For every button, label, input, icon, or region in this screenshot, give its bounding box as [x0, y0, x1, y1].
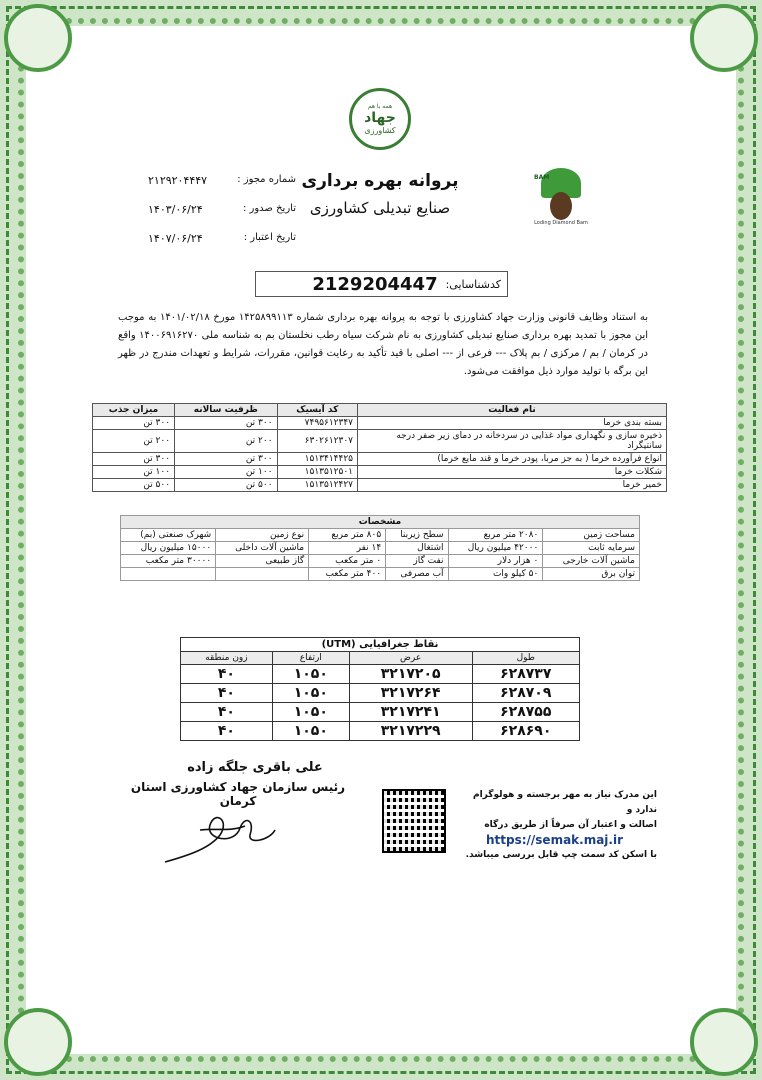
table-row: [121, 555, 640, 568]
column-header: عرض: [349, 652, 472, 665]
corner-ornament: [690, 1008, 758, 1076]
spec-value: [121, 568, 216, 581]
utm-elevation: ۱۰۵۰: [272, 703, 349, 722]
spec-value: ۴۲۰۰۰ میلیون ریال: [448, 542, 543, 555]
meta-issue-date: [148, 203, 296, 216]
activity-name: شکلات خرما: [358, 466, 667, 479]
verification-note: [452, 788, 657, 863]
table-header-row: [181, 652, 580, 665]
table-row: [181, 722, 580, 741]
spec-value: ۵۰ کیلو وات: [448, 568, 543, 581]
specifications-table: [120, 515, 640, 581]
isic-code: ۷۴۹۵۶۱۲۳۴۷: [277, 417, 357, 430]
utm-coordinates-table: [180, 637, 580, 741]
spec-label: نفت گاز: [386, 555, 448, 568]
isic-code: ۱۵۱۳۵۱۲۴۲۷: [277, 479, 357, 492]
logo-sub-text: کشاورزی: [364, 126, 396, 135]
utm-longitude: ۶۲۸۶۹۰: [472, 722, 579, 741]
date-fruit-icon: [550, 192, 572, 220]
meta-validity-date: [148, 232, 296, 245]
table-row: [121, 529, 640, 542]
code-value: 2129204447: [312, 273, 438, 295]
column-header: کد آیسیک: [277, 404, 357, 417]
spec-value: ۱۵۰۰۰ میلیون ریال: [121, 542, 216, 555]
table-row: [181, 665, 580, 684]
specs-title: مشخصات: [121, 516, 640, 529]
signature-icon: [160, 800, 300, 870]
verification-url[interactable]: https://semak.maj.ir: [485, 833, 624, 847]
table-row: [93, 453, 667, 466]
meta-value: ۱۴۰۷/۰۶/۲۴: [148, 232, 203, 245]
spec-value: ۴۰۰ متر مکعب: [309, 568, 386, 581]
spec-label: آب مصرفی: [386, 568, 448, 581]
utm-elevation: ۱۰۵۰: [272, 684, 349, 703]
spec-value: ۳۰۰۰۰ متر مکعب: [121, 555, 216, 568]
corner-ornament: [4, 1008, 72, 1076]
meta-value: ۱۴۰۳/۰۶/۲۴: [148, 203, 203, 216]
activity-name: ذخیره سازی و نگهداری مواد غذایی در سردخانه در دمای زیر صفر درجه سانتیگراد: [358, 430, 667, 453]
certificate-title: پروانه بهره برداری: [301, 171, 459, 191]
spec-label: توان برق: [543, 568, 640, 581]
utm-latitude: ۳۲۱۷۲۰۵: [349, 665, 472, 684]
table-row: [121, 568, 640, 581]
table-row: [181, 684, 580, 703]
table-header-row: [121, 516, 640, 529]
utm-title: نقاط جغرافیایی (UTM): [181, 638, 580, 652]
note-line: با اسکن کد سمت چپ قابل بررسی میباشد.: [465, 850, 657, 860]
utm-longitude: ۶۲۸۷۰۹: [472, 684, 579, 703]
activity-name: انواع فرآورده خرما ( به جز مربا، پودر خرما و قند مایع خرما): [358, 453, 667, 466]
note-line: اصالت و اعتبار آن صرفاً از طریق درگاه: [484, 820, 657, 830]
table-row: [93, 466, 667, 479]
code-label: کدشناسایی:: [445, 277, 501, 291]
column-header: میزان جذب: [93, 404, 175, 417]
absorption: ۳۰۰ تن: [93, 417, 175, 430]
absorption: ۱۰۰ تن: [93, 466, 175, 479]
spec-value: ۸۰۵ متر مربع: [309, 529, 386, 542]
meta-label: تاریخ صدور :: [242, 203, 296, 214]
spec-label: مساحت زمین: [543, 529, 640, 542]
utm-zone: ۴۰: [181, 703, 273, 722]
column-header: طول: [472, 652, 579, 665]
authorization-paragraph: به استناد وظایف قانونی وزارت جهاد کشاورزی با توجه به پروانه بهره برداری شماره ۱۴۲۵۸۹۹۱۱۳ مورخ ۱۴۰۱/۰۲/۱۸ به موجب این مجوز با تمدید بهره برداری صنایع تبدیلی کشاورزی به نام شرکت سیاه رطب نخلستان بم به شناسه ملی ۱۴۰۰۶۹۱۶۲۷۰ واقع در کرمان / بم / مرکزی / بم پلاک --- فرعی از --- اصلی با قید تأکید به رعایت قوانین، مقررات، شرایط و تعهدات مندرج در ظهر این برگه با تولید موارد ذیل موافقت می‌شود.: [118, 312, 649, 377]
corner-ornament: [690, 4, 758, 72]
spec-value: ۰ متر مکعب: [309, 555, 386, 568]
annual-capacity: ۳۰۰ تن: [175, 417, 278, 430]
spec-label: [216, 568, 309, 581]
utm-longitude: ۶۲۸۷۵۵: [472, 703, 579, 722]
logo-ring: [349, 88, 411, 150]
spec-label: سطح زیربنا: [386, 529, 448, 542]
column-header: ارتفاع: [272, 652, 349, 665]
spec-label: اشتغال: [386, 542, 448, 555]
spec-label: ماشین آلات داخلی: [216, 542, 309, 555]
absorption: ۳۰۰ تن: [93, 453, 175, 466]
logo-name: جهاد: [364, 110, 396, 126]
bam-caption: Loding Diamond Bam: [534, 220, 588, 226]
spec-value: ۲۰۸۰ متر مربع: [448, 529, 543, 542]
bam-company-logo: [530, 168, 592, 238]
corner-ornament: [4, 4, 72, 72]
logo-top-text: همه با هم: [367, 103, 393, 110]
spec-label: سرمایه ثابت: [543, 542, 640, 555]
utm-zone: ۴۰: [181, 665, 273, 684]
annual-capacity: ۲۰۰ تن: [175, 430, 278, 453]
identification-code-box: [255, 271, 508, 297]
utm-latitude: ۳۲۱۷۲۲۹: [349, 722, 472, 741]
table-row: [93, 417, 667, 430]
table-row: [121, 542, 640, 555]
table-header-row: [93, 404, 667, 417]
column-header: نام فعالیت: [358, 404, 667, 417]
bam-tag: BAM: [534, 174, 550, 181]
jahad-logo: [345, 88, 415, 166]
utm-zone: ۴۰: [181, 722, 273, 741]
isic-code: ۱۵۱۳۵۱۲۵۰۱: [277, 466, 357, 479]
meta-value: ۲۱۲۹۲۰۴۴۴۷: [148, 174, 208, 187]
note-line: این مدرک نیاز به مهر برجسته و هولوگرام ندارد و: [473, 790, 657, 815]
column-header: ظرفیت سالانه: [175, 404, 278, 417]
utm-zone: ۴۰: [181, 684, 273, 703]
signer-title: رئیس سازمان جهاد کشاورزی استان کرمان: [130, 780, 346, 808]
absorption: ۲۰۰ تن: [93, 430, 175, 453]
spec-value: ۰ هزار دلار: [448, 555, 543, 568]
isic-code: ۶۳۰۲۶۱۲۳۰۷: [277, 430, 357, 453]
table-header-row: [181, 638, 580, 652]
column-header: زون منطقه: [181, 652, 273, 665]
utm-elevation: ۱۰۵۰: [272, 722, 349, 741]
meta-label: شماره مجوز :: [237, 174, 296, 185]
utm-latitude: ۳۲۱۷۲۶۴: [349, 684, 472, 703]
absorption: ۵۰۰ تن: [93, 479, 175, 492]
signer-name: علی باقری جلگه زاده: [187, 760, 323, 775]
qr-code[interactable]: [382, 789, 446, 853]
activities-table: [92, 403, 667, 492]
isic-code: ۱۵۱۳۴۱۴۴۲۵: [277, 453, 357, 466]
utm-elevation: ۱۰۵۰: [272, 665, 349, 684]
certificate-subtitle: صنایع تبدیلی کشاورزی: [309, 199, 451, 217]
annual-capacity: ۳۰۰ تن: [175, 453, 278, 466]
utm-longitude: ۶۲۸۷۳۷: [472, 665, 579, 684]
spec-value: ۱۴ نفر: [309, 542, 386, 555]
utm-latitude: ۳۲۱۷۲۴۱: [349, 703, 472, 722]
spec-label: ماشین آلات خارجی: [543, 555, 640, 568]
table-row: [93, 430, 667, 453]
spec-label: گاز طبیعی: [216, 555, 309, 568]
table-row: [93, 479, 667, 492]
spec-label: نوع زمین: [216, 529, 309, 542]
spec-value: شهرک صنعتی (بم): [121, 529, 216, 542]
table-row: [181, 703, 580, 722]
annual-capacity: ۱۰۰ تن: [175, 466, 278, 479]
meta-license-number: [148, 174, 296, 187]
activity-name: خمیر خرما: [358, 479, 667, 492]
annual-capacity: ۵۰۰ تن: [175, 479, 278, 492]
activity-name: بسته بندی خرما: [358, 417, 667, 430]
meta-label: تاریخ اعتبار :: [243, 232, 296, 243]
